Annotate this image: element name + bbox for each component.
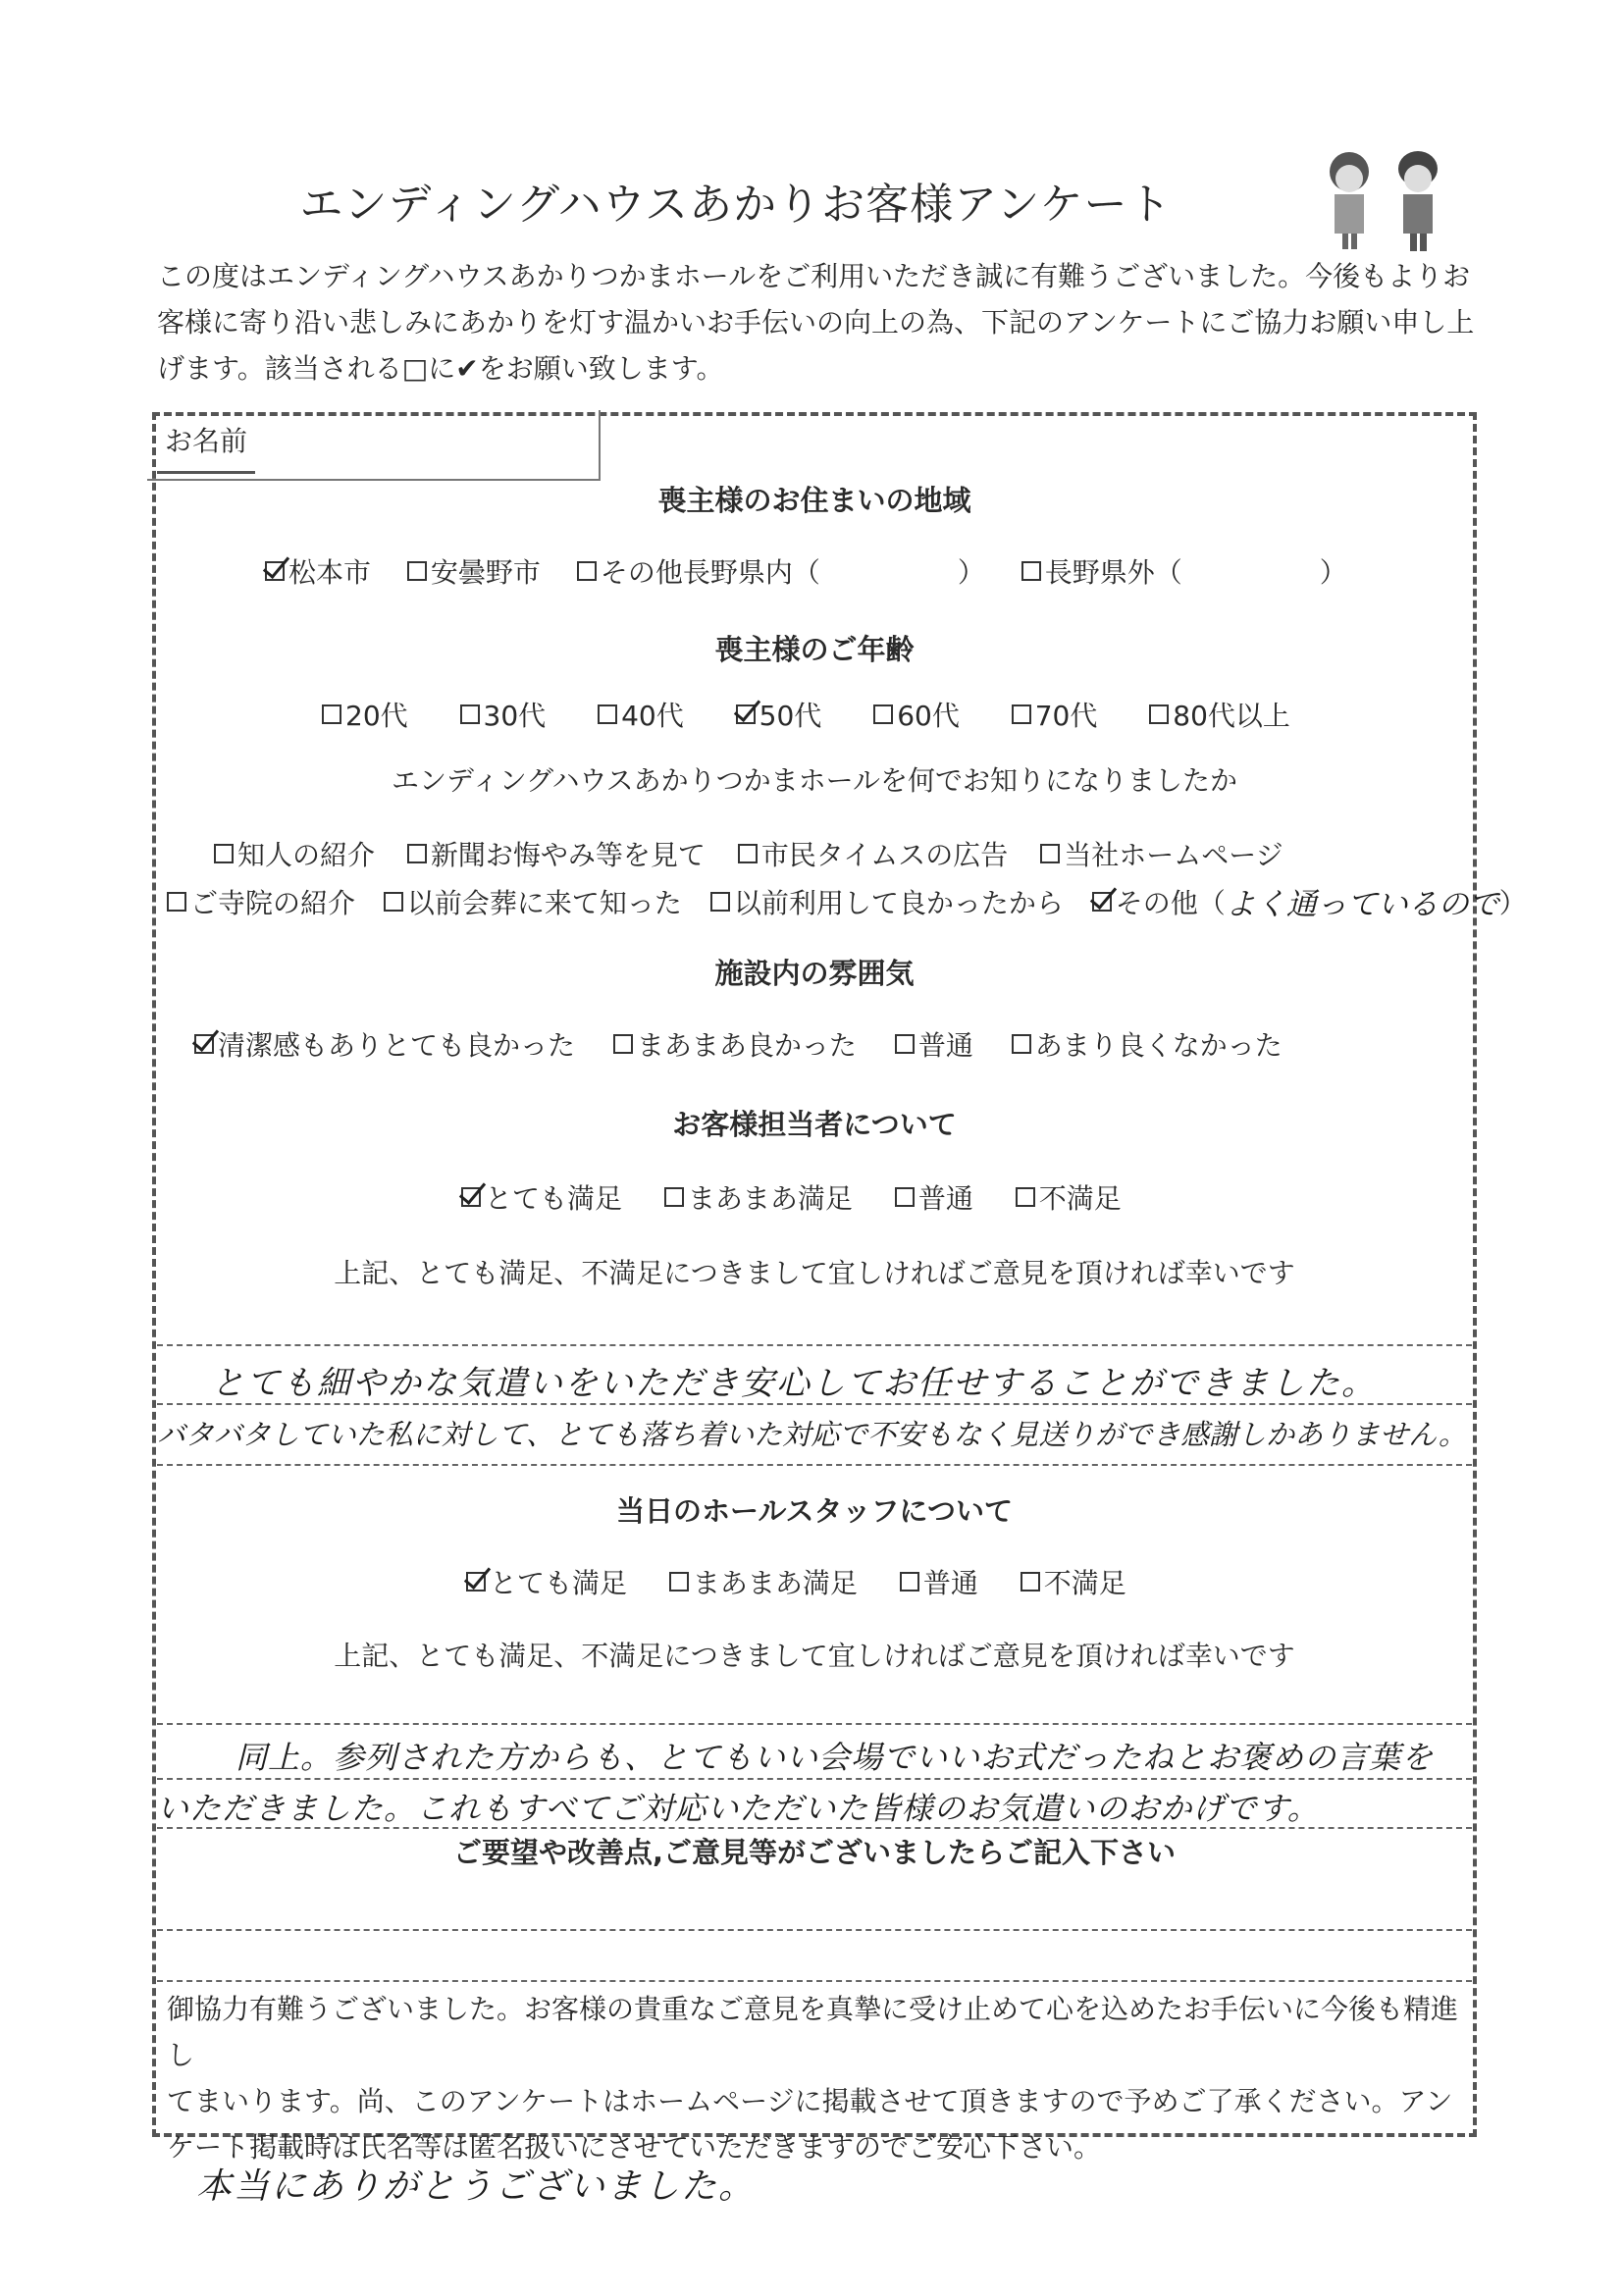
staff-comment-line-1: とても細やかな気遣いをいただき安心してお任せすることができました。 <box>211 1364 1377 1403</box>
checkbox-icon[interactable] <box>1021 561 1041 581</box>
checkbox-icon[interactable] <box>577 561 597 581</box>
atmosphere-option[interactable]: 清潔感もありとても良かった <box>194 1024 575 1064</box>
intro-line-2: 客様に寄り沿い悲しみにあかりを灯す温かいお手伝いの向上の為、下記のアンケートにご協力お願い申し上 <box>157 306 1475 339</box>
checkbox-icon[interactable] <box>710 892 730 912</box>
source-option[interactable]: 知人の紹介 <box>214 834 375 873</box>
staff-in-charge-option[interactable]: とても満足 <box>461 1177 622 1217</box>
hall-staff-option[interactable]: まあまあ満足 <box>669 1562 858 1601</box>
checkbox-icon[interactable] <box>1012 704 1031 724</box>
name-label: お名前 <box>165 425 248 457</box>
staff-characters-illustration <box>1305 147 1462 255</box>
hall-staff-options <box>466 1562 1126 1601</box>
hall-staff-option[interactable]: 普通 <box>900 1562 978 1601</box>
hall-comment-line-2: いただきました。これもすべてご対応いただいた皆様のお気遣いのおかげです。 <box>157 1790 1320 1827</box>
source-option[interactable]: 市民タイムスの広告 <box>738 834 1008 873</box>
source-option[interactable]: 当社ホームページ <box>1040 834 1283 873</box>
source-option-other[interactable]: その他（ よく通っているので ） <box>1092 879 1527 923</box>
name-underline <box>157 471 255 474</box>
comment-line <box>157 1980 1472 1982</box>
source-options-row-2 <box>167 879 1527 923</box>
checkbox-icon[interactable] <box>384 892 403 912</box>
requests-heading: ご要望や改善点,ご意見等がございましたらご記入下さい <box>452 1836 1177 1869</box>
atmosphere-heading: 施設内の雰囲気 <box>714 957 915 990</box>
checkbox-icon[interactable] <box>265 561 285 581</box>
closing-line-1: 御協力有難うございました。お客様の貴重なご意見を真摯に受け止めて心を込めたお手伝いに今後も精進し <box>167 1993 1459 2071</box>
staff-comment-line-2: バタバタしていた私に対して、とても落ち着いた対応で不安もなく見送りができ感謝しかありません。 <box>157 1418 1467 1451</box>
source-option[interactable]: ご寺院の紹介 <box>167 882 355 921</box>
atmosphere-option[interactable]: まあまあ良かった <box>613 1024 857 1064</box>
checkbox-icon[interactable] <box>738 844 758 863</box>
staff-in-charge-options <box>461 1177 1122 1217</box>
comment-line <box>157 1778 1472 1780</box>
source-option[interactable]: 以前会葬に来て知った <box>384 882 682 921</box>
source-option[interactable]: 以前利用して良かったから <box>710 882 1064 921</box>
checkbox-icon[interactable] <box>1040 844 1060 863</box>
region-options <box>265 551 1347 591</box>
staff-in-charge-option[interactable]: まあまあ満足 <box>664 1177 853 1217</box>
source-heading: エンディングハウスあかりつかまホールを何でお知りになりましたか <box>391 764 1238 797</box>
staff-in-charge-heading: お客様担当者について <box>672 1108 957 1141</box>
age-options <box>322 695 1290 734</box>
checkbox-icon[interactable] <box>598 704 617 724</box>
checkbox-icon[interactable] <box>1012 1034 1031 1054</box>
closing-line-2: てまいります。尚、このアンケートはホームページに掲載させて頂きますので予めご了承ください。アン <box>167 2085 1453 2117</box>
region-option[interactable]: 安曇野市 <box>407 551 541 591</box>
intro-text <box>157 253 1492 391</box>
region-option[interactable]: その他長野県内（ ） <box>577 551 985 591</box>
checkbox-icon[interactable] <box>194 1034 214 1054</box>
age-option[interactable]: 40代 <box>598 695 684 734</box>
hall-comment-line-1: 同上。参列された方からも、とてもいい会場でいいお式だったねとお褒めの言葉を <box>236 1739 1435 1776</box>
other-handwritten-answer: よく通っているので <box>1225 887 1499 922</box>
comment-line <box>157 1723 1472 1725</box>
checkbox-icon[interactable] <box>322 704 341 724</box>
checkbox-icon[interactable] <box>613 1034 633 1054</box>
region-option[interactable]: 長野県外（ ） <box>1021 551 1347 591</box>
intro-line-3: げます。該当される□に✔をお願い致します。 <box>157 352 724 385</box>
region-heading: 喪主様のお住まいの地域 <box>657 484 971 517</box>
age-option[interactable]: 20代 <box>322 695 408 734</box>
hall-staff-option[interactable]: 不満足 <box>1021 1562 1126 1601</box>
handwritten-thanks: 本当にありがとうございました。 <box>196 2166 757 2207</box>
hall-staff-note: 上記、とても満足、不満足につきまして宜しければご意見を頂ければ幸いです <box>334 1640 1295 1672</box>
checkbox-icon[interactable] <box>736 704 756 724</box>
source-option[interactable]: 新聞お悔やみ等を見て <box>407 834 706 873</box>
hall-staff-option[interactable]: とても満足 <box>466 1562 627 1601</box>
checkbox-icon[interactable] <box>460 704 480 724</box>
atmosphere-option[interactable]: 普通 <box>895 1024 973 1064</box>
age-option[interactable]: 70代 <box>1012 695 1098 734</box>
checkbox-icon[interactable] <box>669 1572 689 1592</box>
age-option[interactable]: 80代以上 <box>1149 695 1290 734</box>
page-title: エンディングハウスあかりお客様アンケート <box>299 180 1173 230</box>
checkbox-icon[interactable] <box>407 561 427 581</box>
checkbox-icon[interactable] <box>1149 704 1169 724</box>
checkbox-icon[interactable] <box>895 1187 915 1207</box>
age-heading: 喪主様のご年齢 <box>714 633 915 666</box>
staff-in-charge-option[interactable]: 普通 <box>895 1177 973 1217</box>
closing-line-3: ケート掲載時は氏名等は匿名扱いにさせていただきますのでご安心下さい。 <box>167 2131 1102 2164</box>
atmosphere-options <box>194 1024 1283 1064</box>
checkbox-icon[interactable] <box>466 1572 486 1592</box>
checkbox-icon[interactable] <box>167 892 186 912</box>
checkbox-icon[interactable] <box>664 1187 684 1207</box>
source-options-row-1 <box>214 834 1283 873</box>
comment-line <box>157 1403 1472 1405</box>
age-option[interactable]: 60代 <box>873 695 960 734</box>
comment-line <box>157 1929 1472 1931</box>
comment-line <box>157 1344 1472 1346</box>
region-option[interactable]: 松本市 <box>265 551 371 591</box>
checkbox-icon[interactable] <box>461 1187 481 1207</box>
staff-in-charge-option[interactable]: 不満足 <box>1016 1177 1122 1217</box>
checkmark-icon: ✔ <box>455 352 479 385</box>
female-staff-icon <box>1330 152 1369 249</box>
age-option[interactable]: 30代 <box>460 695 547 734</box>
checkbox-icon[interactable] <box>895 1034 915 1054</box>
checkbox-icon[interactable] <box>1016 1187 1035 1207</box>
checkbox-icon[interactable] <box>214 844 234 863</box>
checkbox-icon[interactable] <box>873 704 893 724</box>
checkbox-icon[interactable] <box>900 1572 919 1592</box>
checkbox-icon[interactable] <box>1092 892 1112 912</box>
staff-in-charge-note: 上記、とても満足、不満足につきまして宜しければご意見を頂ければ幸いです <box>334 1257 1295 1289</box>
closing-text <box>167 1986 1472 2170</box>
age-option[interactable]: 50代 <box>736 695 822 734</box>
intro-line-1: この度はエンディングハウスあかりつかまホールをご利用いただき誠に有難うございました。今後もよりお <box>157 260 1471 292</box>
comment-line <box>157 1464 1472 1466</box>
checkbox-icon[interactable] <box>1021 1572 1040 1592</box>
checkbox-icon[interactable] <box>407 844 427 863</box>
atmosphere-option[interactable]: あまり良くなかった <box>1012 1024 1283 1064</box>
comment-line <box>157 1827 1472 1829</box>
male-staff-icon <box>1398 151 1438 251</box>
hall-staff-heading: 当日のホールスタッフについて <box>616 1494 1013 1528</box>
